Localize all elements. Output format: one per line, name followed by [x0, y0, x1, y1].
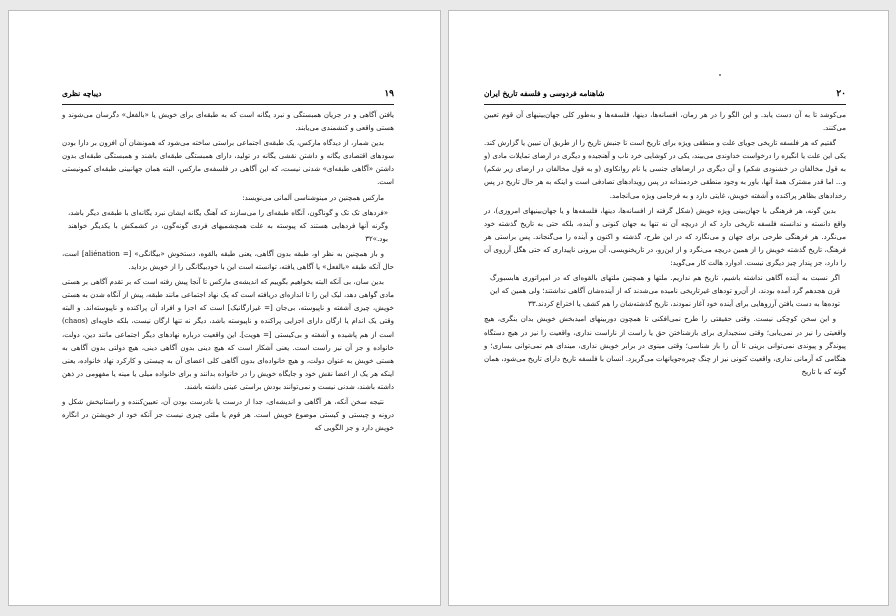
right-header-rule: [484, 104, 846, 105]
right-quote: اگر نسبت به آینده آگاهی نداشته باشیم، تاریخ هم نداریم. ملتها و همچنین ملتهای بالقوه‌ای که در امپراتوری هابسبورگ قرن هجدهم گرد آمده بودند، از آن‌رو تودهای غیرتاریخی نامیده می‌شدند که از آینده‌شان آگاهی نداشتند؛ ولی همین که این توده‌ها به دست یافتن آرزوهایی برای آینده خود آغاز نمودند، تاریخ گذشته‌شان را هم کشف یا اختراع کردند.۳۳: [490, 274, 840, 309]
right-paragraph-1: می‌کوشد تا به آن دست یابد. و این الگو را در هر زمان، افسانه‌ها، دینها، فلسفه‌ها و به‌طور کلی جهان‌بینیهای آن قوم تعیین می‌کنند.: [484, 111, 846, 133]
left-paragraph-1: یافتن آگاهی و در جریان همبستگی و نبرد یگانه است که به طبقه‌ای برای خویش یا «بالفعل» دگرسان می‌شوند و هستی واقعی و کنشمندی می‌یابند.: [62, 111, 394, 133]
right-page-header: [484, 89, 846, 103]
page-speck: [719, 74, 721, 76]
right-page: [448, 10, 889, 606]
left-page: [8, 10, 441, 606]
left-paragraph-7: نتیجه سخن آنکه، هر آگاهی و اندیشه‌ای، جدا از درست یا نادرست بودن آن، تعیین‌کننده و راستانیخش شکل و درونه و چیستی و کیستی موضوع خویش است. هر قوم یا ملتی چیزی نیست جز آنکه خود از خویشتن در انگاره خویش دارد و جز الگویی که: [62, 397, 394, 433]
left-paragraph-3: مارکس همچنین در مینوشناسی آلمانی می‌نویسد:: [242, 193, 384, 202]
left-paragraph-5: و باز همچنین به نظر او، طبقه بدون آگاهی، یعنی طبقه بالقوه، دستخوش «بیگانگی» [= aliénation] است، حال آنکه طبقه «بالفعل» یا آگاهی یافته، توانسته است این با خودبیگانگی را از خویش بزداید.: [62, 249, 394, 272]
right-running-title: شاهنامه فردوسی و فلسفه تاریخ ایران: [484, 89, 605, 98]
left-header-rule: [62, 104, 394, 105]
left-page-body: [62, 109, 394, 437]
left-paragraph-2: بدین شمار، از دیدگاه مارکس، یک طبقه‌ی اجتماعی براستی ساخته می‌شود که همونشان آن افزون بر دارا بودن سودهای اقتصادی یگانه و داشتن نقشی یگانه در تولید، دارای همبستگی طبقه‌ای باشند و همبستگی طبقه‌ای بدون داشتن «آگاهی طبقه‌ای» شدنی نیست، که این آگاهی در فلسفه‌ی مارکس، البته همان جهانبینی طبقه‌ای کمونیستی است.: [62, 139, 394, 187]
right-paragraph-3: بدین گونه، هر فرهنگی با جهان‌بینی ویژه خویش (شکل گرفته از افسانه‌ها، دینها، فلسفه‌ها و یا جهان‌بینیهای امروزی)، در واقع دانسته و ندانسته فلسفه تاریخی دارد که از دریچه آن نه تنها به جهان کنونی و آینده، بلکه حتی به تاریخ گذشته خود می‌نگرد. هر فرهنگی طرحی برای جهان و می‌نگارد که در این طرح، گذشته و اکنون و آینده را می‌گنجاند. پس براستی هر فرهنگ، تاریخ گذشته خویش را از همین دریچه می‌نگرد و از این‌رو، در تاریخنویسی، آن بیرونی ناپیداری که حتی هگل آرزوی آن را دارد، جز پندار چیز دیگری نیست. ادوارد هالت کار می‌گوید:: [484, 206, 847, 268]
right-paragraph-2: گفتیم که هر فلسفه تاریخی جویای علت و منطقی ویژه برای تاریخ است تا جنبش تاریخ را از طریق آن تبیین یا گزارش کند. یکی این علت یا انگیزه را درخواست خداوندی می‌بیند، یکی در کوشایی خرد ناب و آهنجیده و دیگری در ارضای تمایلات مادی (و به قول مخالفان در خشنودی شکم) و آن دیگری در ارضاهای جنسی یا نام روانکاوی (و به قول مخالفان در ارضای زیر شکم) و... اما قدر مشترک همهٔ آنها، باور به وجود منطقی خردمندانه در پس رویدادهای تصادفی است و اینکه به هر حال تاریخ در پس رخدادهای بظاهر پراکنده و آشفته خویش، غایتی دارد و به فرجامی ویژه می‌انجامد.: [484, 139, 846, 200]
right-paragraph-5: و این سخن کوچکی نیست. وقتی حقیقتی را طرح نمی‌افکنی تا همچون دوربینهای امیدبخش خویش بدان بنگری، هیچ واقعیتی را نیز در نمی‌یابی؛ وقتی سنجیداری برای بازشناختن حق یا راست از ناراست نداری، واقعیت را نیز در هیچ دستگاه پیوندگر و پیوندی نمی‌توانی برینی تا آن را باز شناسی؛ وقتی مینوی در برابر خویش نداری، میندای هم نمی‌توانی بسازی؛ و هنگامی که آرمانی نداری، واقعیت کنونی نیز از چنگ چیره‌جویانهات می‌گریزد. انسان با فلسفه تاریخ دارای تاریخ می‌شود، همان گونه که با تاریخ: [484, 315, 846, 376]
left-page-header: [62, 89, 394, 103]
right-page-body: [484, 109, 846, 381]
left-quote: «فردهای تک تک و گوناگون، آنگاه طبقه‌ای را می‌سازند که آهنگ یگانه ایشان نبرد یگانه‌ای با طبقه‌ی دیگر باشد، وگرنه آنها فردهایی هستند که پیوسته به علت همچشمیهای فردی گونه‌گون، در کشمکش با یکدیگر خواهند بود.»۳۲: [68, 208, 388, 243]
left-paragraph-6: بدین سان، بی آنکه البته بخواهیم بگوییم که اندیشه‌ی مارکس تا آنجا پیش رفته است که بر تقدم آگاهی بر هستی مادی گواهی دهد، لیک این را تا اندازه‌ای دریافته است که یک نهاد اجتماعی مانند طبقه، پیش از آنگاه شدن به هستی خویش، چیزی آشفته و ناپیوسته، بی‌جان [= غیرارگانیک] است که اجزا و افراد آن پراکنده و ناپیوسته‌اند. و البته وقتی یک اندام یا ارگان دارای اجزایی پراکنده و ناپیوسته باشد، دیگر نه تنها ارگان نیست، بلکه خاویه‌ای (chaos) است از هم پاشیده و آشفته و بی‌کیستی [= هویت]. این واقعیت درباره نهادهای دیگر اجتماعی مانند دین، دولت، خانواده و جز آن نیز راست است. یعنی آشکار است که هیچ دینی بدون آگاهی دینی، هیچ دولتی بدون آگاهی به هستی خویش به عنوان دولت، و هیچ خانواده‌ای بدون آگاهی کلی اعضای آن به چیستی و کارکرد نهاد خانواده، یعنی اینکه هر یک از اعضا نقش خود و جایگاه خویش را در خانواده بدانند و برای خانواده میلی یا مینه یا مفهومی در ذهن داشته باشند، شدنی نیست و نمی‌توانند بودش براستی عینی داشته باشند.: [62, 278, 394, 391]
left-page-number: ۱۹: [384, 89, 394, 99]
left-running-title: دیباچه نظری: [62, 89, 102, 98]
right-page-number: ۲۰: [836, 89, 846, 99]
